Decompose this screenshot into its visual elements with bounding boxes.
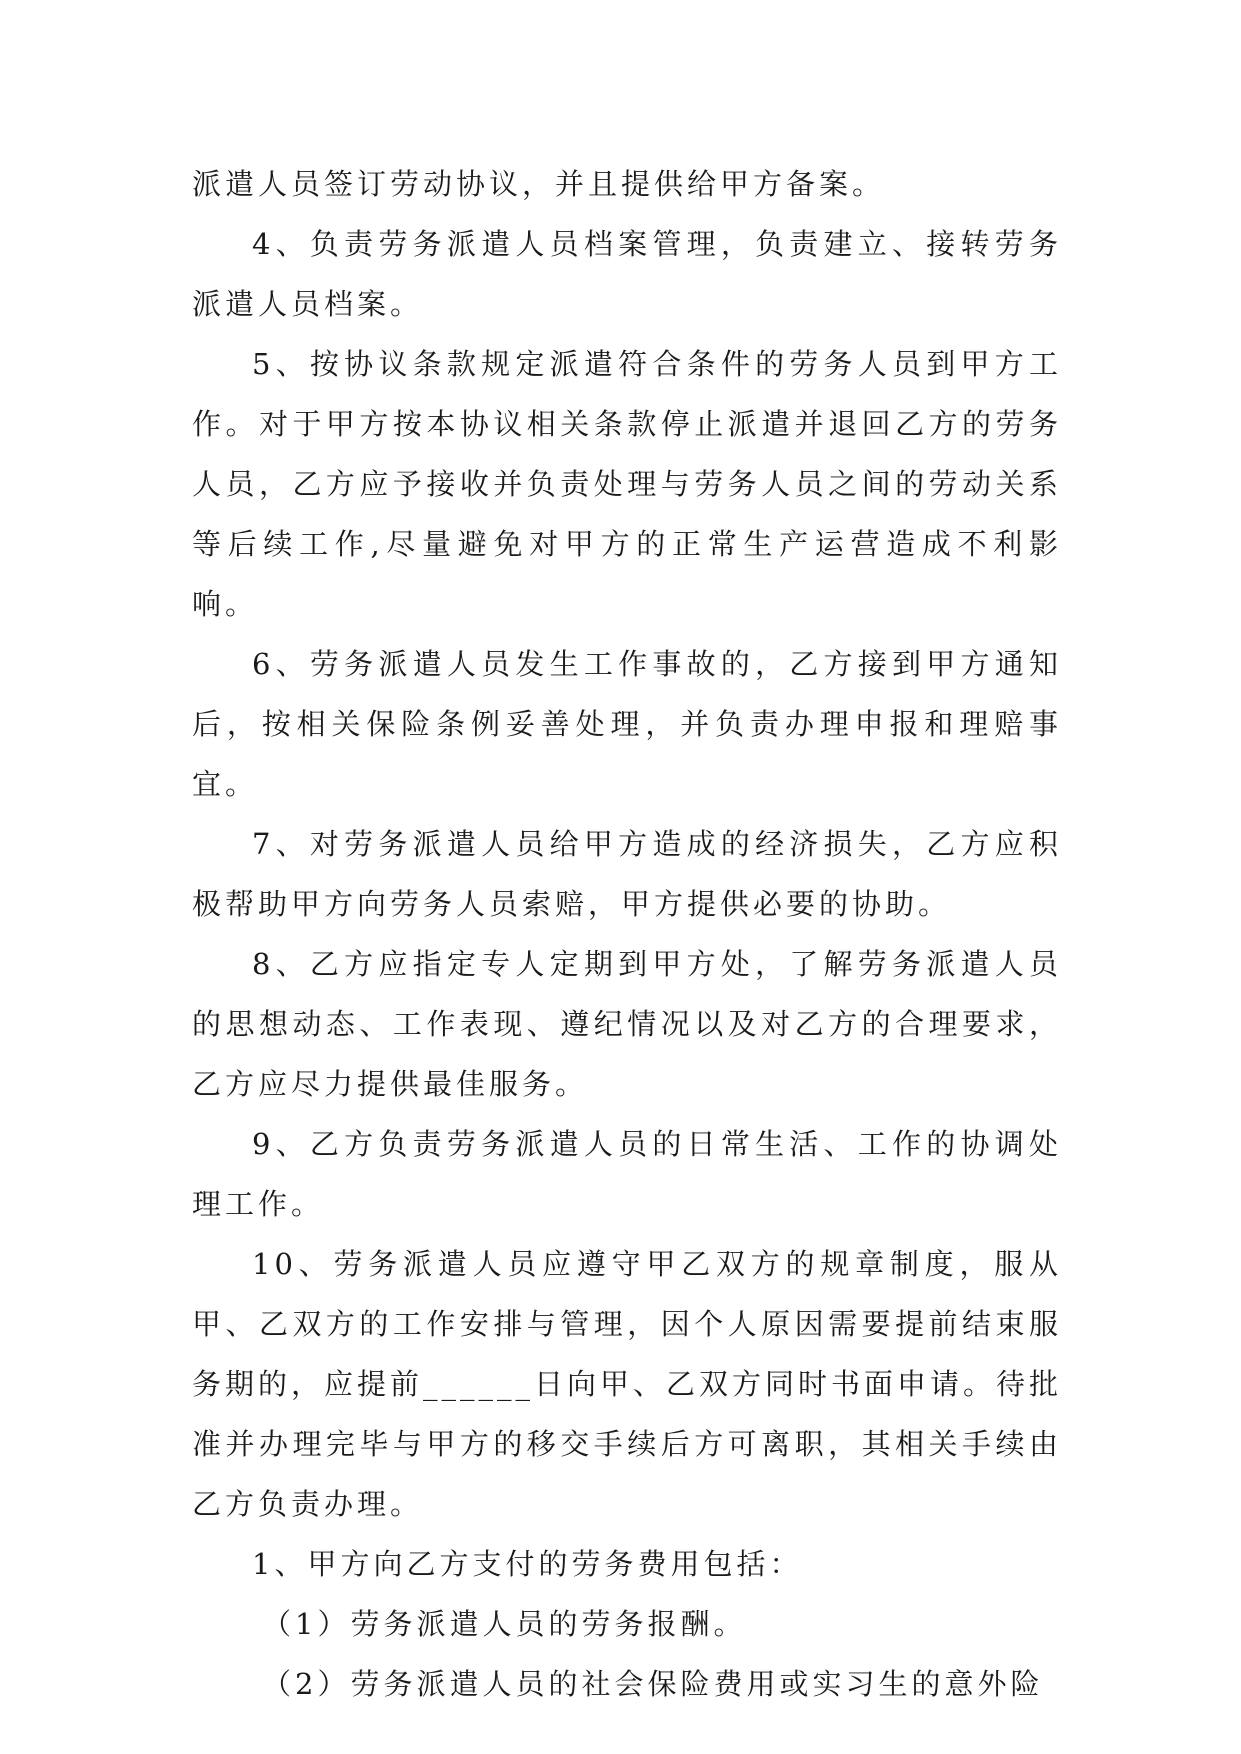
paragraph-fee-item-1: 1、甲方向乙方支付的劳务费用包括： <box>252 1547 803 1581</box>
paragraph-fee-sub-2: （2）劳务派遣人员的社会保险费用或实习生的意外险 <box>262 1667 1044 1701</box>
paragraph-fee-sub-1: （1）劳务派遣人员的劳务报酬。 <box>262 1607 747 1641</box>
paragraph-item-7: 7、对劳务派遣人员给甲方造成的经济损失，乙方应积极帮助甲方向劳务人员索赔，甲方提供必要的协助。 <box>192 827 1062 921</box>
paragraph-item-5: 5、按协议条款规定派遣符合条件的劳务人员到甲方工作。对于甲方按本协议相关条款停止派遣并退回乙方的劳务人员，乙方应予接收并负责处理与劳务人员之间的劳动关系等后续工作,尽量避免对甲方的正常生产运营造成不利影响。 <box>192 347 1062 621</box>
paragraph-item-8: 8、乙方应指定专人定期到甲方处，了解劳务派遣人员的思想动态、工作表现、遵纪情况以及对乙方的合理要求，乙方应尽力提供最佳服务。 <box>192 947 1062 1101</box>
paragraph-continuation: 派遣人员签订劳动协议，并且提供给甲方备案。 <box>192 167 886 201</box>
paragraph-item-10: 10、劳务派遣人员应遵守甲乙双方的规章制度，服从甲、乙双方的工作安排与管理，因个人原因需要提前结束服务期的，应提前______日向甲、乙双方同时书面申请。待批准并办理完毕与甲方的移交手续后方可离职，其相关手续由乙方负责办理。 <box>192 1247 1063 1521</box>
document-body <box>192 154 1062 1714</box>
paragraph-item-6: 6、劳务派遣人员发生工作事故的，乙方接到甲方通知后，按相关保险条例妥善处理，并负责办理申报和理赔事宜。 <box>192 647 1062 801</box>
paragraph-item-4: 4、负责劳务派遣人员档案管理，负责建立、接转劳务派遣人员档案。 <box>192 227 1062 321</box>
paragraph-item-9: 9、乙方负责劳务派遣人员的日常生活、工作的协调处理工作。 <box>192 1127 1062 1221</box>
